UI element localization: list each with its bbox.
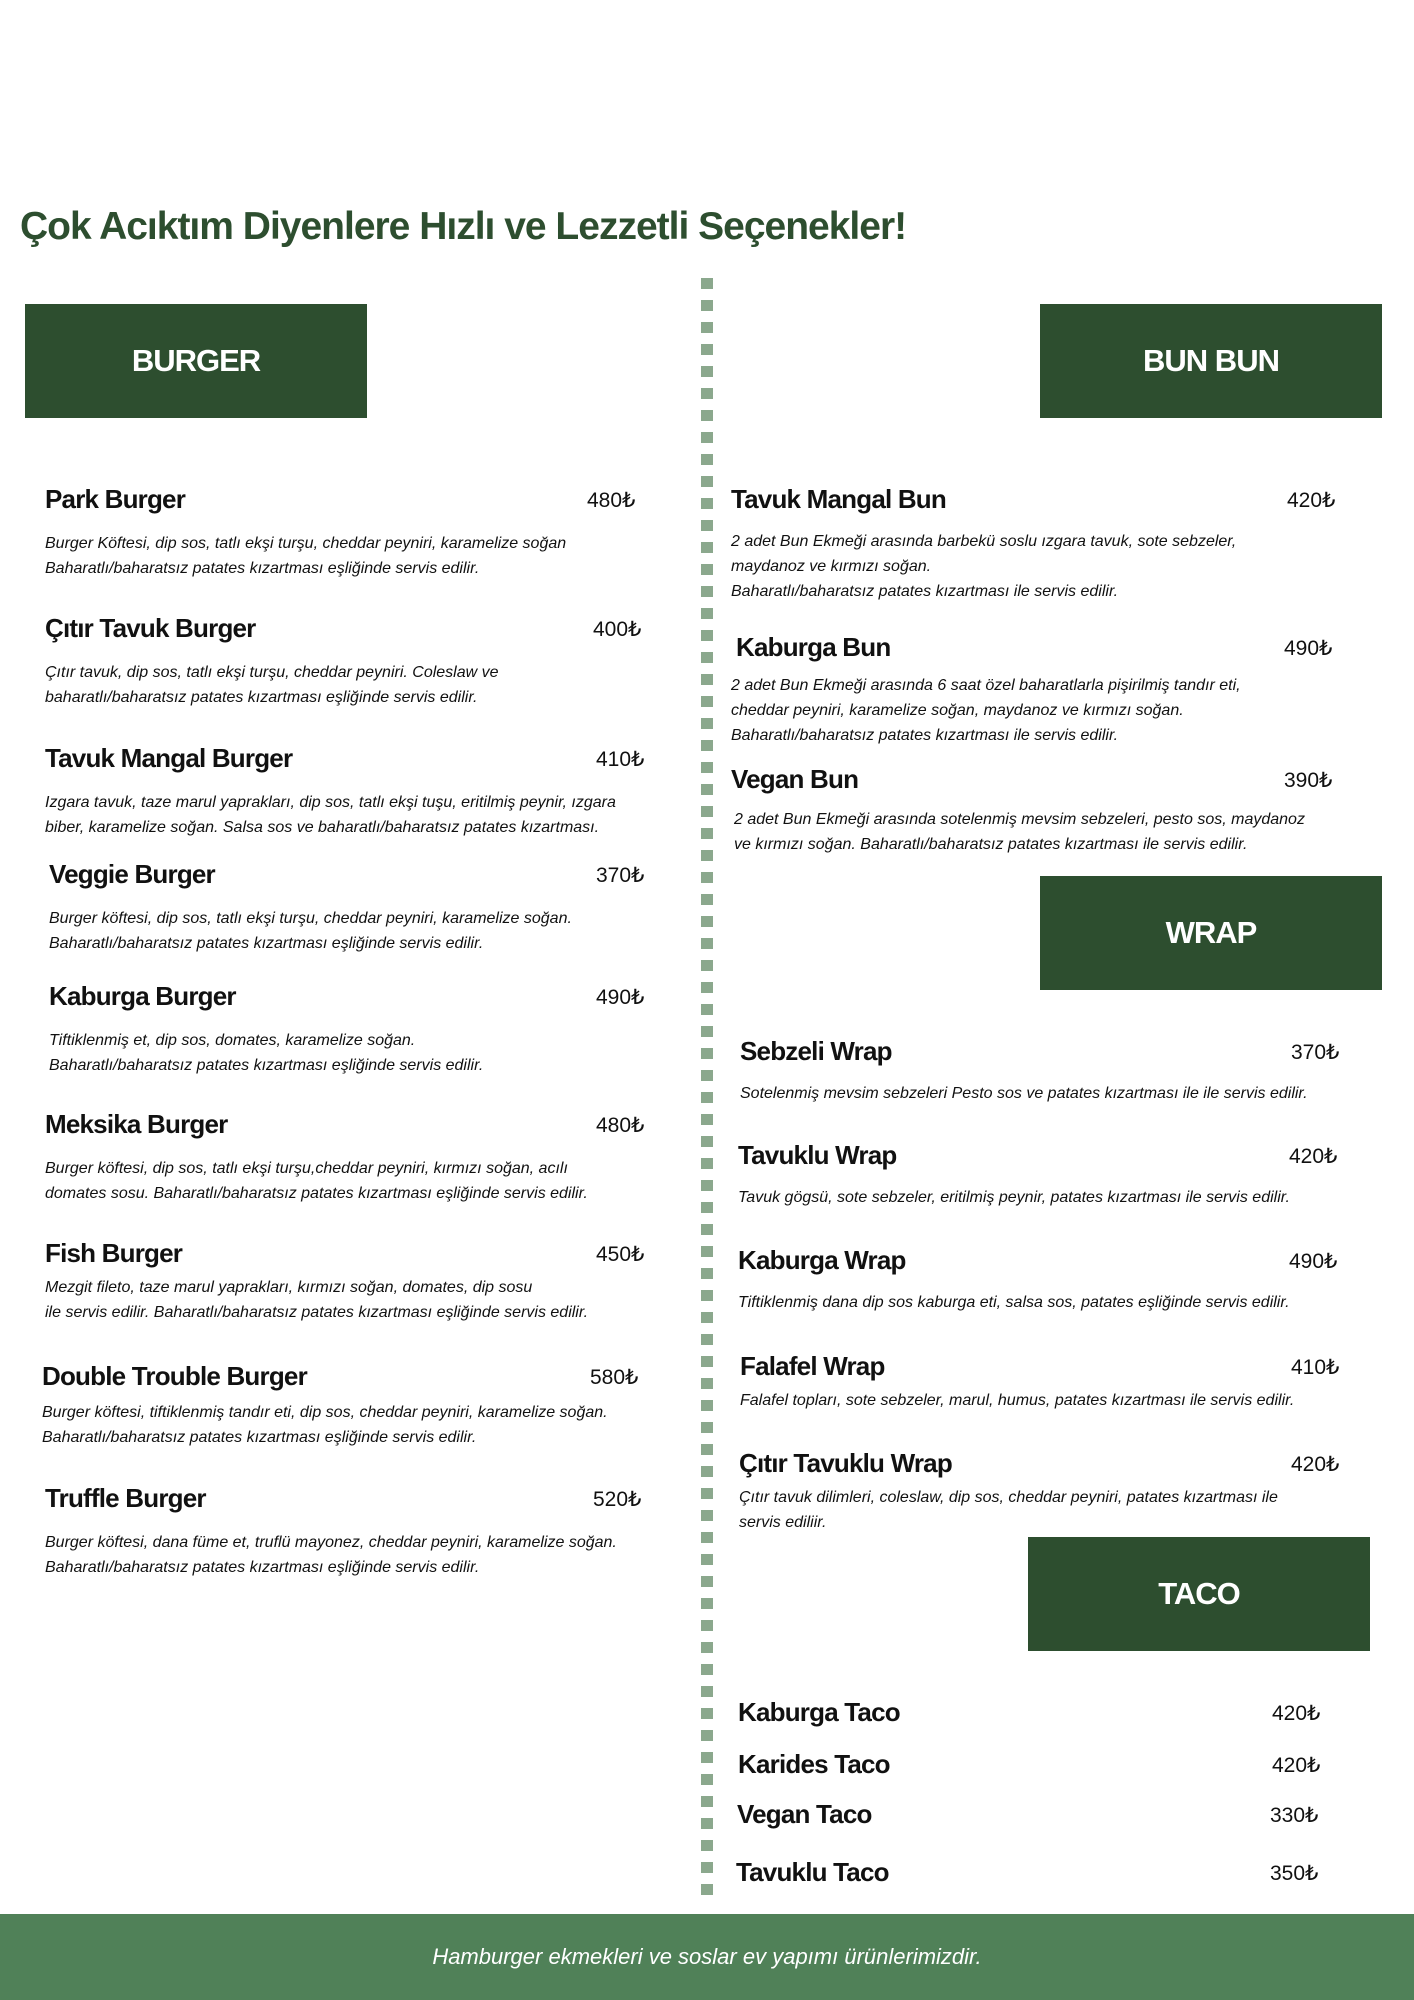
item-name: Karides Taco: [738, 1749, 890, 1779]
item-price: 420₺: [1291, 1453, 1340, 1476]
item-price: 400₺: [593, 618, 642, 641]
item-description: Mezgit fileto, taze marul yaprakları, kırmızı soğan, domates, dip sosu ile servis edilir. Baharatlı/baharatsız patates kızartması eşliğinde servis edilir.: [45, 1279, 589, 1321]
item-name: Falafel Wrap: [740, 1351, 885, 1381]
menu-item: [738, 1697, 1321, 1728]
section-banner-bun: [1040, 304, 1382, 418]
item-name: Vegan Bun: [731, 764, 859, 794]
menu-item: [45, 613, 645, 710]
item-price: 580₺: [590, 1366, 639, 1389]
section-banner-wrap: [1040, 876, 1382, 990]
item-name: Sebzeli Wrap: [740, 1036, 892, 1066]
menu-item: [738, 1245, 1348, 1315]
item-price: 370₺: [596, 864, 645, 887]
item-description: Çıtır tavuk dilimleri, coleslaw, dip sos, cheddar peyniri, patates kızartması ile servis ediliir.: [739, 1489, 1278, 1531]
section-label-wrap: WRAP: [1165, 915, 1257, 950]
item-name: Tavuk Mangal Bun: [731, 484, 946, 514]
item-name: Veggie Burger: [49, 859, 215, 889]
item-description: 2 adet Bun Ekmeği arasında sotelenmiş mevsim sebzeleri, pesto sos, maydanoz ve kırmızı soğan. Baharatlı/baharatsız patates kızartması ile servis edilir.: [734, 811, 1305, 853]
item-price: 420₺: [1272, 1754, 1321, 1777]
item-price: 350₺: [1270, 1862, 1319, 1885]
menu-item: [42, 1361, 642, 1450]
item-description: Tiftiklenmiş dana dip sos kaburga eti, salsa sos, patates eşliğinde servis edilir.: [738, 1294, 1290, 1311]
item-name: Truffle Burger: [45, 1483, 206, 1513]
item-description: Burger köftesi, dana füme et, truflü mayonez, cheddar peyniri, karamelize soğan. Baharatlı/baharatsız patates kızartması eşliğinde servis edilir.: [45, 1534, 617, 1576]
menu-item: [49, 859, 649, 956]
menu-item: [731, 484, 1341, 604]
menu-item: [45, 484, 645, 581]
item-price: 490₺: [596, 986, 645, 1009]
item-name: Park Burger: [45, 484, 186, 514]
item-name: Double Trouble Burger: [42, 1361, 307, 1391]
item-description: Burger Köftesi, dip sos, tatlı ekşi turşu, cheddar peyniri, karamelize soğan Baharatlı/baharatsız patates kızartması eşliğinde servis edilir.: [45, 535, 567, 577]
menu-item: [737, 1799, 1319, 1830]
item-description: 2 adet Bun Ekmeği arasında barbekü soslu ızgara tavuk, sote sebzeler, maydanoz ve kırmızı soğan. Baharatlı/baharatsız patates kızartması ile servis edilir.: [731, 533, 1237, 600]
page-title: Çok Acıktım Diyenlere Hızlı ve Lezzetli Seçenekler!: [20, 205, 907, 248]
item-description: Tiftiklenmiş et, dip sos, domates, karamelize soğan. Baharatlı/baharatsız patates kızartması eşliğinde servis edilir.: [49, 1032, 484, 1074]
item-price: 520₺: [593, 1488, 642, 1511]
item-name: Tavuklu Taco: [736, 1857, 889, 1887]
item-description: Izgara tavuk, taze marul yaprakları, dip sos, tatlı ekşi tuşu, eritilmiş peynir, ızgara biber, karamelize soğan. Salsa sos ve baharatlı/baharatsız patates kızartması.: [45, 794, 616, 836]
item-price: 370₺: [1291, 1041, 1340, 1064]
menu-item: [45, 1238, 645, 1325]
menu-item: [736, 1857, 1319, 1888]
item-description: Burger köftesi, dip sos, tatlı ekşi turşu, cheddar peyniri, karamelize soğan. Baharatlı/baharatsız patates kızartması eşliğinde servis edilir.: [49, 910, 572, 952]
item-name: Meksika Burger: [45, 1109, 228, 1139]
section-label-bun: BUN BUN: [1143, 343, 1279, 378]
item-name: Kaburga Taco: [738, 1697, 900, 1727]
menu-item: [738, 1749, 1321, 1780]
item-price: 490₺: [1284, 637, 1333, 660]
section-banner-burger: [25, 304, 367, 418]
item-name: Çıtır Tavuk Burger: [45, 613, 256, 643]
item-name: Tavuklu Wrap: [738, 1140, 897, 1170]
item-description: Falafel topları, sote sebzeler, marul, humus, patates kızartması ile servis edilir.: [740, 1392, 1295, 1409]
item-name: Kaburga Bun: [736, 632, 891, 662]
footer: [0, 1914, 1414, 2000]
menu-item: [731, 764, 1344, 857]
item-price: 420₺: [1287, 489, 1336, 512]
menu-item: [49, 981, 649, 1078]
item-price: 410₺: [596, 748, 645, 771]
menu-item: [738, 1140, 1348, 1210]
item-price: 330₺: [1270, 1804, 1319, 1827]
item-name: Tavuk Mangal Burger: [45, 743, 293, 773]
item-price: 420₺: [1272, 1702, 1321, 1725]
item-description: Burger köftesi, tiftiklenmiş tandır eti, dip sos, cheddar peyniri, karamelize soğan. Baharatlı/baharatsız patates kızartması eşliğinde servis edilir.: [42, 1404, 608, 1446]
item-price: 420₺: [1289, 1145, 1338, 1168]
section-banner-taco: [1028, 1537, 1370, 1651]
item-price: 410₺: [1291, 1356, 1340, 1379]
menu-item: [739, 1448, 1349, 1535]
item-price: 480₺: [587, 489, 636, 512]
item-description: Çıtır tavuk, dip sos, tatlı ekşi turşu, cheddar peyniri. Coleslaw ve baharatlı/baharatsız patates kızartması eşliğinde servis edilir.: [45, 664, 499, 706]
item-name: Kaburga Burger: [49, 981, 236, 1011]
item-name: Kaburga Wrap: [738, 1245, 906, 1275]
item-description: Tavuk gögsü, sote sebzeler, eritilmiş peynir, patates kızartması ile servis edilir.: [738, 1189, 1290, 1206]
item-price: 390₺: [1284, 769, 1333, 792]
footer-note: Hamburger ekmekleri ve soslar ev yapımı ürünlerimizdir.: [432, 1944, 982, 1969]
section-label-burger: BURGER: [131, 343, 261, 378]
menu-item: [740, 1036, 1350, 1106]
item-price: 490₺: [1289, 1250, 1338, 1273]
item-description: 2 adet Bun Ekmeği arasında 6 saat özel baharatlarla pişirilmiş tandır eti, cheddar peyniri, karamelize soğan, maydanoz ve kırmızı soğan. Baharatlı/baharatsız patates kızartması ile servis edilir.: [731, 677, 1241, 744]
item-name: Fish Burger: [45, 1238, 183, 1268]
menu-item: [731, 632, 1341, 748]
section-label-taco: TACO: [1158, 1576, 1240, 1611]
item-name: Vegan Taco: [737, 1799, 872, 1829]
menu-item: [45, 1109, 645, 1206]
item-description: Sotelenmiş mevsim sebzeleri Pesto sos ve patates kızartması ile ile servis edilir.: [740, 1085, 1308, 1102]
item-price: 450₺: [596, 1243, 645, 1266]
menu-item: [45, 743, 645, 840]
item-name: Çıtır Tavuklu Wrap: [739, 1448, 952, 1478]
item-price: 480₺: [596, 1114, 645, 1137]
menu-item: [45, 1483, 645, 1580]
column-divider: [701, 278, 713, 1903]
menu-item: [740, 1351, 1350, 1413]
item-description: Burger köftesi, dip sos, tatlı ekşi turşu,cheddar peyniri, kırmızı soğan, acılı domates sosu. Baharatlı/baharatsız patates kızartması eşliğinde servis edilir.: [45, 1160, 588, 1202]
